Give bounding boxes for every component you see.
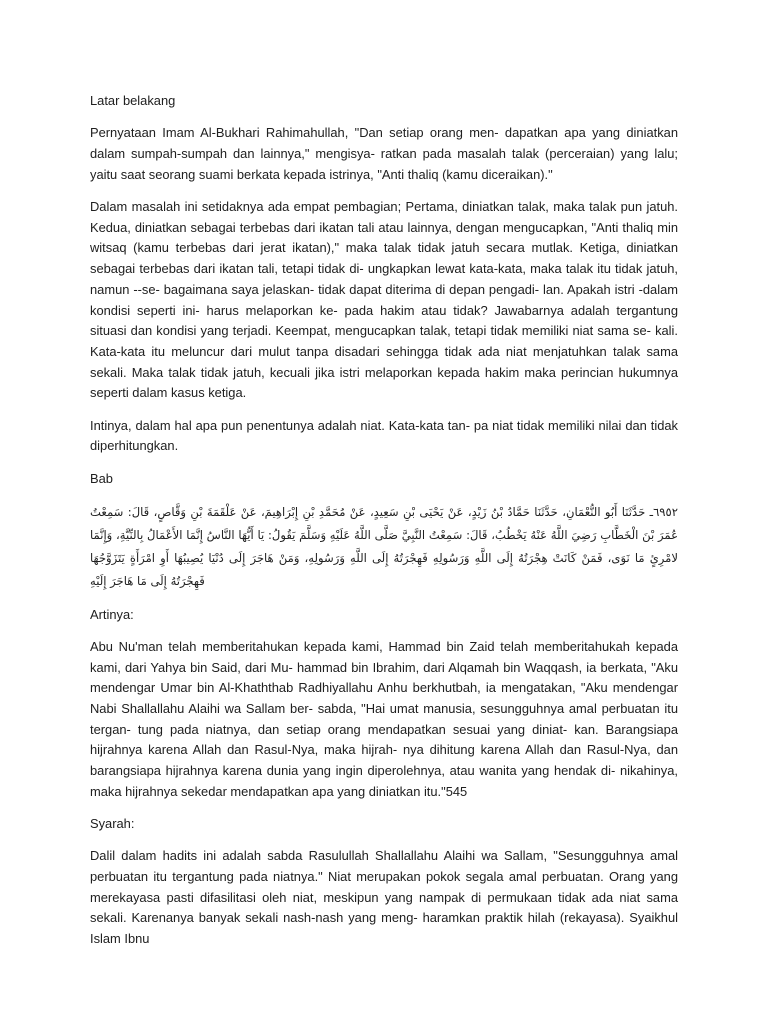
arabic-hadith-text: ٦٩٥٢ـ حَدَّثَنَا أَبُو النُّعْمَانِ، حَدَّثَنَا حَمَّادُ بْنُ زَيْدٍ، عَنْ يَحْيَى بْنِ سَعِيدٍ، عَنْ مُحَمَّدِ بْنِ إِبْرَاهِيمَ، عَنْ عَلْقَمَةَ بْنِ وَقَّاصٍ، قَالَ: سَمِعْتُ عُمَرَ بْنَ الْخَطَّابِ رَضِيَ اللَّهُ عَنْهُ يَخْطُبُ، قَالَ: سَمِعْتُ النَّبِيَّ صَلَّى اللَّهُ عَلَيْهِ وَسَلَّمَ يَقُولُ: يَا أَيُّهَا النَّاسُ إِنَّمَا الأَعْمَالُ بِالنِّيَّةِ، وَإِنَّمَا لامْرِئٍ مَا نَوَى، فَمَنْ كَانَتْ هِجْرَتُهُ إِلَى اللَّهِ وَرَسُولِهِ فَهِجْرَتُهُ إِلَى اللَّهِ وَرَسُولِهِ، وَمَنْ هَاجَرَ إِلَى دُنْيَا يُصِيبُهَا أَوِ امْرَأَةٍ يَتَزَوَّجُهَا فَهِجْرَتُهُ إِلَى مَا هَاجَرَ إِلَيْهِ (90, 504, 678, 588)
section-heading-latar-belakang: Latar belakang (90, 93, 176, 108)
section-label-bab: Bab (90, 470, 113, 486)
paragraph-pernyataan: Pernyataan Imam Al-Bukhari Rahimahullah, "Dan setiap orang men- dapatkan apa yang diniatkan dalam sumpah-sumpah dan lainnya," mengisya- ratkan pada masalah talak (perceraian) yang lalu; yaitu saat seorang suami berkata kepada istrinya, "Anti thaliq (kamu diceraikan)." (90, 125, 678, 182)
section-label-artinya: Artinya: (90, 606, 134, 622)
section-label-syarah: Syarah: (90, 816, 135, 832)
paragraph-translation: Abu Nu'man telah memberitahukan kepada kami, Hammad bin Zaid telah memberitahukah kepada kami, dari Yahya bin Said, dari Mu- hammad bin Ibrahim, dari Alqamah bin Waqqash, ia berkata, "Aku mendengar Umar bin Al-Khaththab Radhiyallahu Anhu berkhutbah, ia mengatakan, "Aku mendengar Nabi Shallallahu Alaihi wa Sallam ber- sabda, "Hai umat manusia, sesungguhnya amal perbuatan itu tergan- tung pada niatnya, dan setiap orang mendapatkan sesuai yang diniat- kan. Barangsiapa hijrahnya karena Allah dan Rasul-Nya, maka hijrah- nya dihitung karena Allah dan Rasul-Nya, dan barangsiapa hijrahnya karena dunia yang ingin diperolehnya, atau wanita yang hendak di- nikahinya, maka hijrahnya sekedar mendapatkan apa yang diniatkan itu."545 (90, 638, 678, 799)
paragraph-intinya: Intinya, dalam hal apa pun penentunya adalah niat. Kata-kata tan- pa niat tidak memiliki nilai dan tidak diperhitungkan. (90, 417, 678, 454)
paragraph-pembagian: Dalam masalah ini setidaknya ada empat pembagian; Pertama, diniatkan talak, maka talak pun jatuh. Kedua, diniatkan sebagai terbebas dari ikatan tali atau lainnya, dengan mengucapkan, "Anti thaliq min witsaq (kamu terbebas dari jerat ikatan)," maka talak tidak jatuh secara mutlak. Ketiga, diniatkan sebagai terbebas dari ikatan tali, tetapi tidak di- ungkapkan lewat kata-kata, maka talak itu tidak jatuh, namun --se- bagaimana saya jelaskan- tidak dapat diterima di depan pengadi- lan. Apakah istri -dalam kondisi seperti ini- harus melaporkan ke- pada hakim atau tidak? Jawabarnya adalah tergantung situasi dan kondisi yang terjadi. Keempat, mengucapkan talak, tetapi tidak memiliki niat sama se- kali. Kata-kata itu meluncur dari mulut tanpa disadari sehingga tidak ada niat menjatuhkan talak sama sekali. Maka talak tidak jatuh, kecuali jika istri melaporkan kepada hakim maka perincian hukumnya seperti dalam kasus ketiga. (90, 199, 678, 401)
paragraph-syarah: Dalil dalam hadits ini adalah sabda Rasulullah Shallallahu Alaihi wa Sallam, "Sesungguhnya amal perbuatan itu tergantung pada niatnya." Niat merupakan pokok segala amal perbuatan. Orang yang merekayasa pasti difasilitasi oleh niat, meskipun yang nampak di permukaan tidak ada niat sama sekali. Karenanya banyak sekali nash-nash yang meng- haramkan praktik hilah (rekayasa). Syaikhul Islam Ibnu (90, 848, 678, 947)
